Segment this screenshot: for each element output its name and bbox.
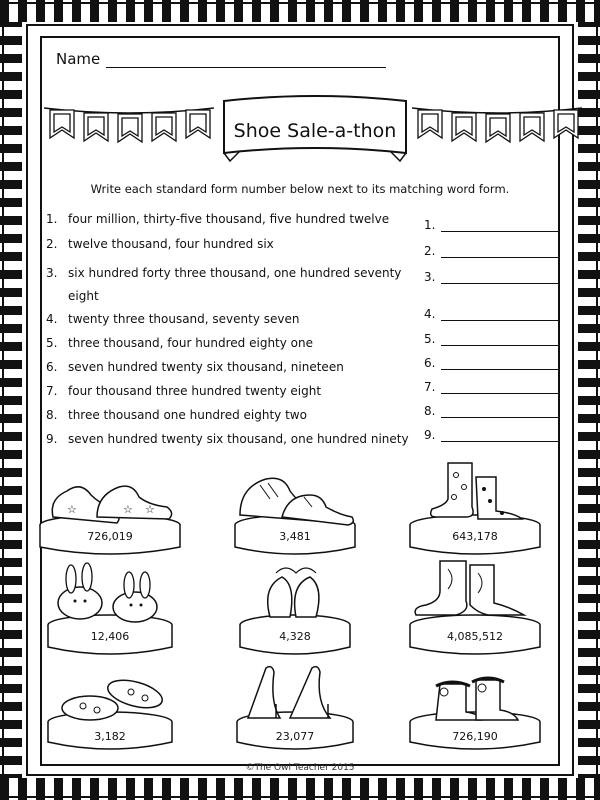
name-label: Name xyxy=(56,50,101,68)
bunting-left-decoration xyxy=(44,104,214,144)
shoe-card xyxy=(220,555,370,655)
answer-blank[interactable] xyxy=(424,356,559,370)
answer-line[interactable] xyxy=(441,334,559,346)
price-label: 643,178 xyxy=(452,530,498,543)
question-item xyxy=(46,359,416,375)
question-number: 3. xyxy=(46,266,58,280)
question-number: 8. xyxy=(46,408,58,422)
question-item xyxy=(46,335,416,351)
answer-number: 3. xyxy=(424,270,436,284)
answer-blank[interactable] xyxy=(424,332,559,346)
question-item xyxy=(46,431,416,447)
question-number: 6. xyxy=(46,360,58,374)
question-number: 2. xyxy=(46,237,58,251)
answer-number: 2. xyxy=(424,244,436,258)
fuzzy-boots-icon xyxy=(400,660,550,760)
question-text: three thousand, four hundred eighty one xyxy=(68,336,314,350)
answer-number: 6. xyxy=(424,356,436,370)
shoe-card xyxy=(400,660,550,760)
answer-blank[interactable] xyxy=(424,307,559,321)
question-text: seven hundred twenty six thousand, nineteen xyxy=(68,360,344,374)
name-row xyxy=(56,50,386,68)
price-label: 726,019 xyxy=(87,530,133,543)
answer-number: 5. xyxy=(424,332,436,346)
worksheet-title: Shoe Sale-a-thon xyxy=(233,120,397,142)
question-text: four thousand three hundred twenty eight xyxy=(68,384,322,398)
question-number: 4. xyxy=(46,312,58,326)
answer-line[interactable] xyxy=(441,220,559,232)
question-item xyxy=(46,262,416,308)
question-text: twenty three thousand, seventy seven xyxy=(68,312,300,326)
price-label: 3,481 xyxy=(279,530,311,543)
question-number: 9. xyxy=(46,432,58,446)
question-item xyxy=(46,211,416,227)
answer-number: 1. xyxy=(424,218,436,232)
price-label: 12,406 xyxy=(90,630,130,643)
answer-line[interactable] xyxy=(441,309,559,321)
flip-flops-icon xyxy=(35,660,185,760)
price-label: 4,328 xyxy=(279,630,311,643)
question-text: three thousand one hundred eighty two xyxy=(68,408,307,422)
shoe-card xyxy=(35,555,185,655)
question-item xyxy=(46,236,416,252)
question-item xyxy=(46,311,416,327)
answer-line[interactable] xyxy=(441,382,559,394)
answer-line[interactable] xyxy=(441,358,559,370)
answer-number: 9. xyxy=(424,428,436,442)
answer-blank[interactable] xyxy=(424,270,559,284)
answer-number: 8. xyxy=(424,404,436,418)
question-text: six hundred forty three thousand, one hundred seventy eight xyxy=(68,266,402,303)
shoe-card xyxy=(35,660,185,760)
name-input-line[interactable] xyxy=(106,50,386,68)
answer-blank[interactable] xyxy=(424,218,559,232)
answer-number: 4. xyxy=(424,307,436,321)
question-number: 7. xyxy=(46,384,58,398)
shoe-card xyxy=(220,660,370,760)
shoe-card xyxy=(400,455,550,555)
price-label: 23,077 xyxy=(275,730,315,743)
answer-line[interactable] xyxy=(441,246,559,258)
svg-text:☆: ☆ xyxy=(145,503,155,516)
bunting-right-decoration xyxy=(412,104,582,144)
answer-blank[interactable] xyxy=(424,428,559,442)
svg-text:☆: ☆ xyxy=(123,503,133,516)
question-number: 5. xyxy=(46,336,58,350)
question-item xyxy=(46,383,416,399)
price-label: 3,182 xyxy=(94,730,126,743)
question-text: twelve thousand, four hundred six xyxy=(68,237,274,251)
shoe-card xyxy=(35,455,185,555)
instructions-text: Write each standard form number below next to its matching word form. xyxy=(90,182,510,196)
answer-line[interactable] xyxy=(441,406,559,418)
shoe-card xyxy=(220,455,370,555)
answer-line[interactable] xyxy=(441,272,559,284)
price-label: 726,190 xyxy=(452,730,498,743)
copyright-credit: ©The Owl Teacher 2015 xyxy=(245,763,355,773)
question-item xyxy=(46,407,416,423)
answer-number: 7. xyxy=(424,380,436,394)
question-text: four million, thirty-five thousand, five hundred twelve xyxy=(68,212,390,226)
answer-blank[interactable] xyxy=(424,380,559,394)
answer-blank[interactable] xyxy=(424,244,559,258)
high-heels-icon xyxy=(220,660,370,760)
question-text: seven hundred twenty six thousand, one hundred ninety xyxy=(68,432,409,446)
shoe-card xyxy=(400,555,550,655)
svg-text:☆: ☆ xyxy=(67,503,77,516)
question-number: 1. xyxy=(46,212,58,226)
answer-blank[interactable] xyxy=(424,404,559,418)
price-label: 4,085,512 xyxy=(447,630,503,643)
answer-line[interactable] xyxy=(441,430,559,442)
